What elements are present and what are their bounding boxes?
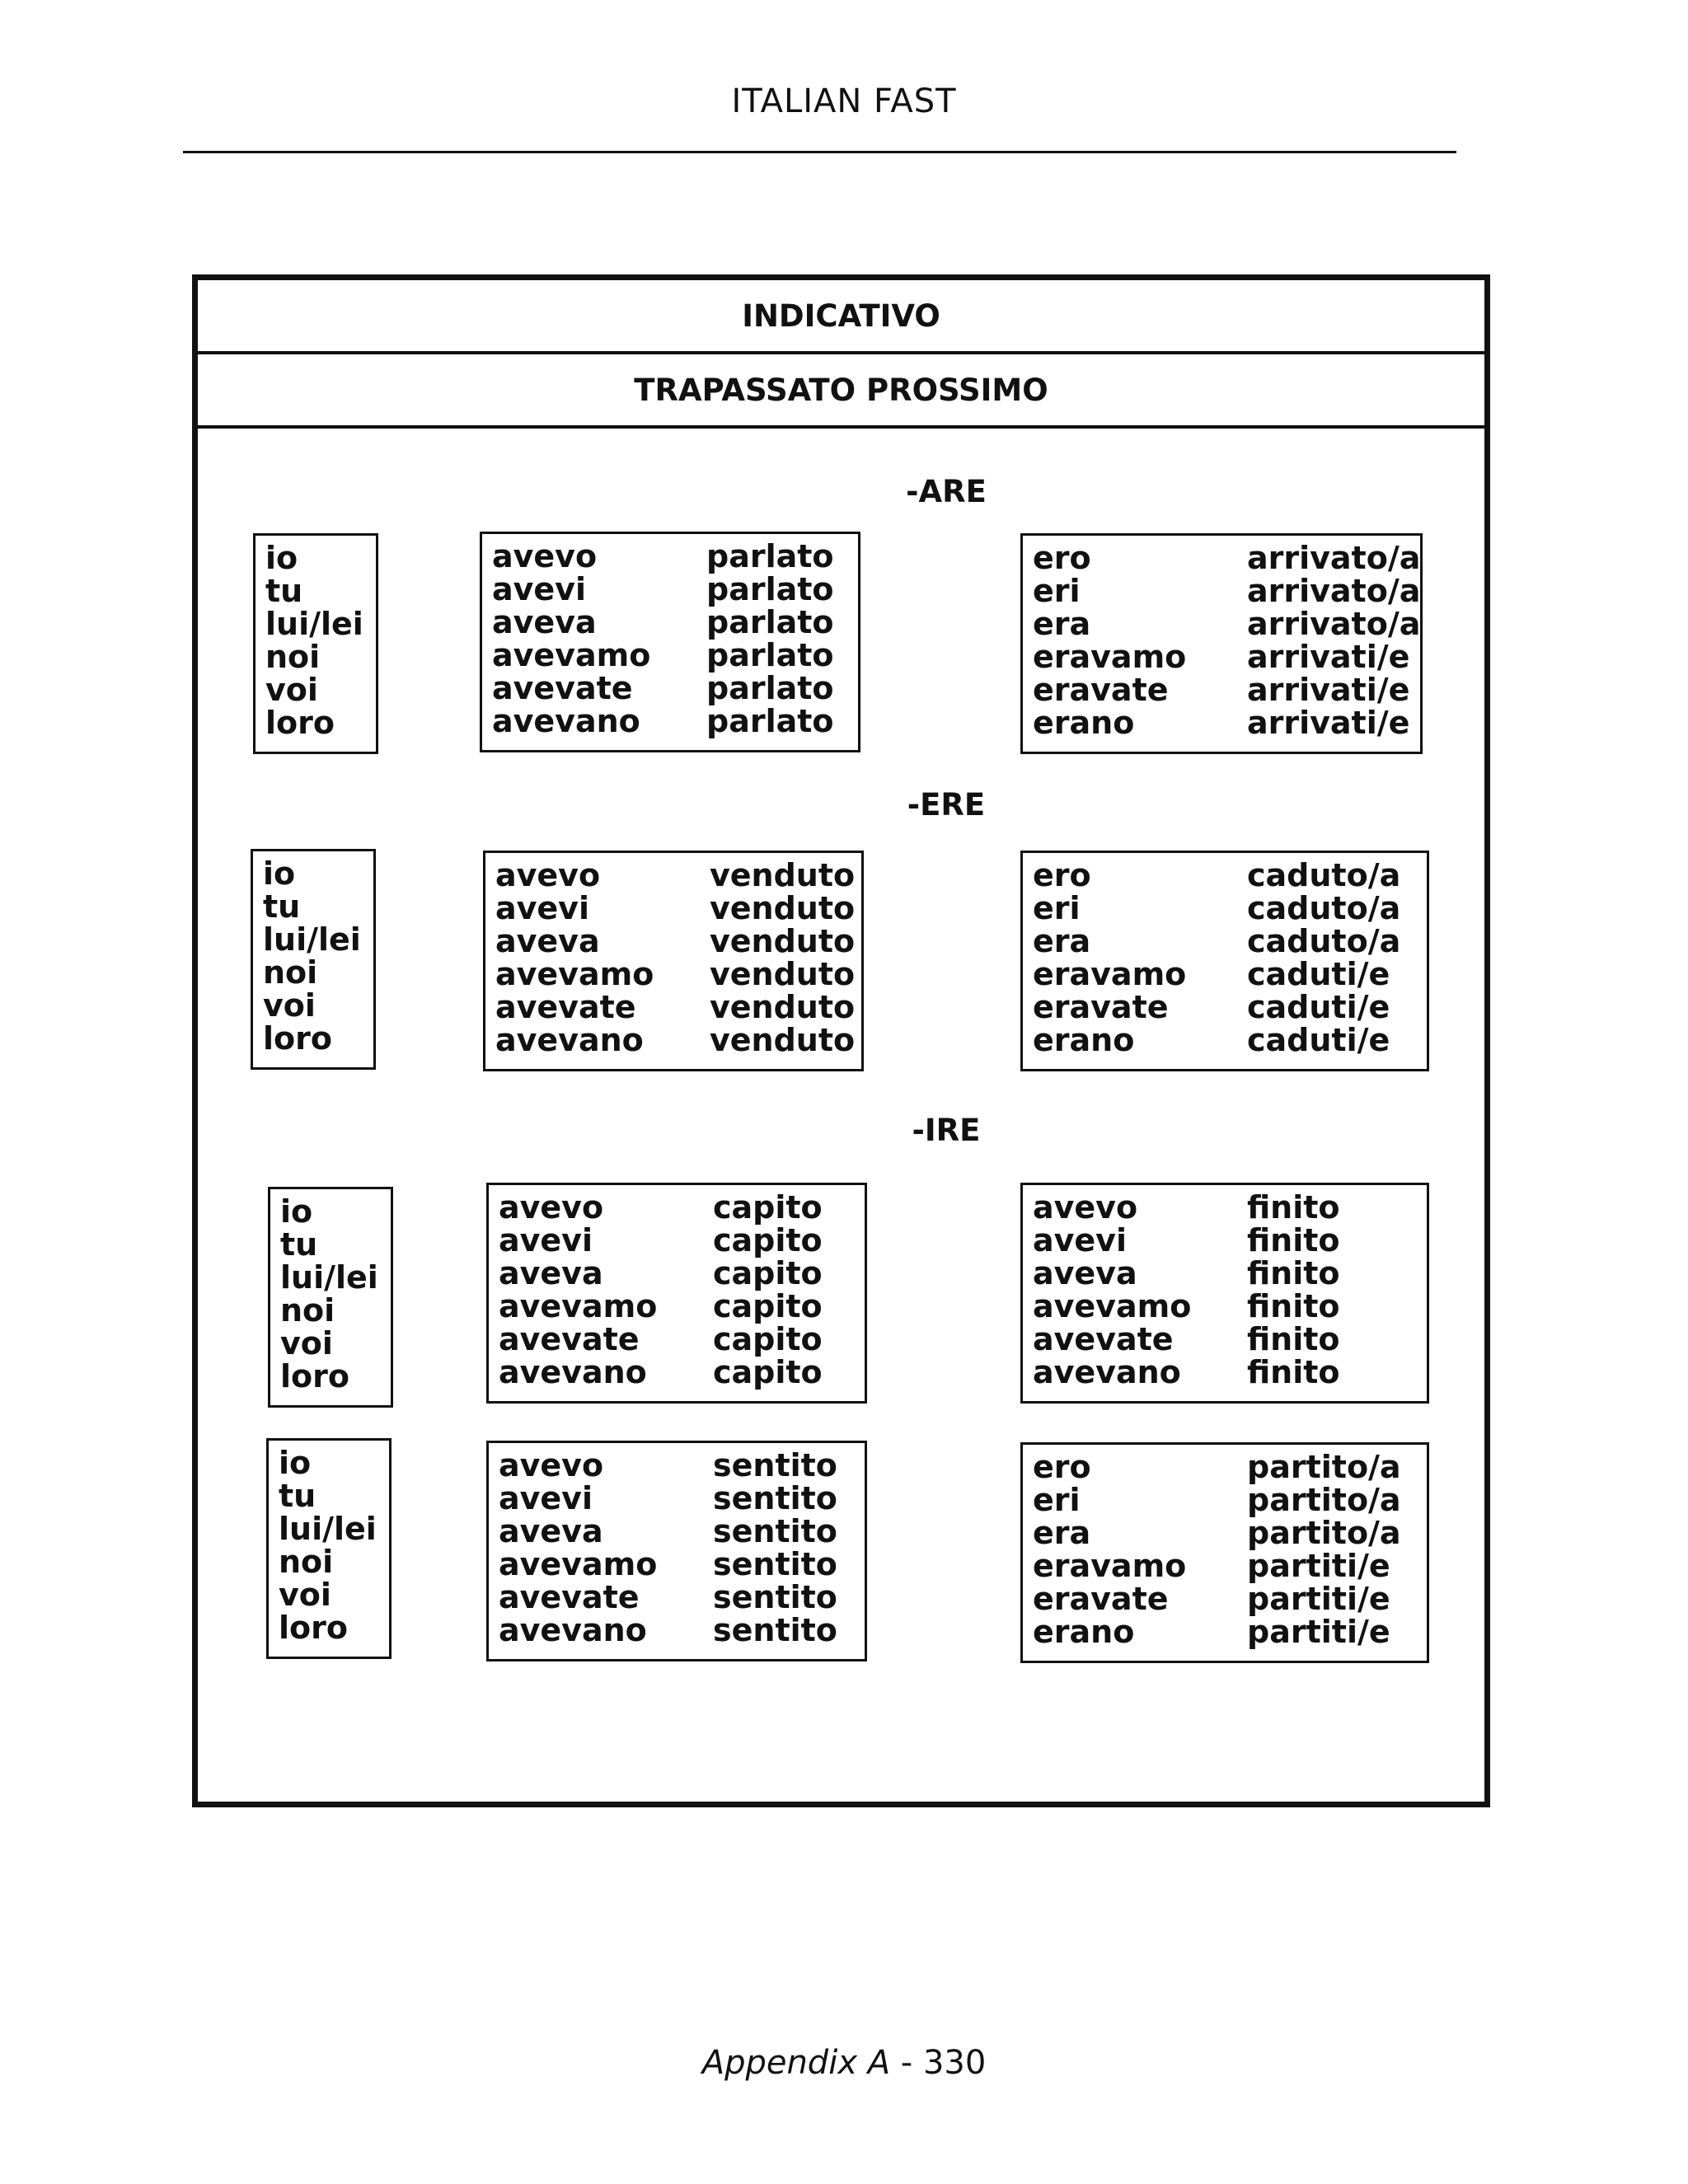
pronoun-line: lui/lei (265, 606, 363, 642)
past-participle: finito (1247, 1222, 1340, 1258)
conjugation-row (495, 956, 856, 992)
essere-conjugation-box (1020, 533, 1423, 754)
auxiliary-form: avevate (499, 1579, 640, 1615)
past-participle: partito/a (1247, 1449, 1401, 1485)
conjugation-row (495, 923, 856, 959)
auxiliary-form: era (1033, 923, 1091, 959)
conjugation-row (1033, 573, 1421, 609)
auxiliary-form: eravamo (1033, 1548, 1187, 1584)
auxiliary-form: eri (1033, 1482, 1081, 1518)
auxiliary-form: avevi (1033, 1222, 1127, 1258)
past-participle: sentito (713, 1546, 837, 1582)
past-participle: arrivato/a (1247, 606, 1421, 642)
pronoun-line: voi (279, 1577, 331, 1613)
auxiliary-form: avevamo (499, 1288, 658, 1324)
pronoun-line: lui/lei (279, 1511, 377, 1547)
auxiliary-form: eravamo (1033, 956, 1187, 992)
past-participle: partiti/e (1247, 1581, 1390, 1617)
conjugation-row (495, 890, 856, 926)
past-participle: finito (1247, 1354, 1340, 1390)
past-participle: arrivato/a (1247, 573, 1421, 609)
conjugation-row (1033, 1224, 1417, 1257)
past-participle: caduto/a (1247, 923, 1401, 959)
auxiliary-form: avevo (1033, 1189, 1138, 1226)
pronoun-line: io (279, 1445, 312, 1481)
auxiliary-form: avevo (492, 538, 598, 574)
pronoun-line: io (265, 540, 298, 576)
conjugation-row (499, 1290, 855, 1323)
conjugation-row (492, 573, 848, 606)
past-participle: sentito (713, 1447, 837, 1483)
auxiliary-form: eri (1033, 573, 1081, 609)
past-participle: venduto (710, 989, 856, 1025)
conjugation-row (1033, 958, 1417, 991)
past-participle: sentito (713, 1513, 837, 1549)
conjugation-row (492, 672, 848, 705)
conjugation-row (1033, 1356, 1417, 1389)
past-participle: caduti/e (1247, 1022, 1390, 1058)
pronoun-line: noi (279, 1544, 334, 1580)
conjugation-row (492, 705, 848, 738)
past-participle: partiti/e (1247, 1614, 1390, 1650)
auxiliary-form: avevano (499, 1354, 647, 1390)
past-participle: arrivati/e (1247, 639, 1410, 675)
past-participle: caduto/a (1247, 890, 1401, 926)
conjugation-row (1033, 1290, 1417, 1323)
past-participle: caduti/e (1247, 989, 1390, 1025)
pronoun-line: lui/lei (280, 1259, 378, 1296)
auxiliary-form: era (1033, 1515, 1091, 1551)
auxiliary-form: avevano (495, 1022, 644, 1058)
mood-heading: INDICATIVO (198, 280, 1484, 354)
conjugation-row (1033, 1024, 1417, 1057)
past-participle: finito (1247, 1189, 1340, 1226)
conjugation-row (1033, 706, 1410, 739)
conjugation-row (499, 1356, 855, 1389)
auxiliary-form: aveva (1033, 1255, 1137, 1291)
past-participle: caduto/a (1247, 857, 1401, 893)
pronoun-box (251, 849, 376, 1070)
conjugation-row (1033, 1451, 1417, 1483)
pronoun-line: loro (279, 1610, 348, 1646)
avere-conjugation-box (480, 532, 860, 752)
auxiliary-form: avevo (495, 857, 601, 893)
past-participle: parlato (706, 571, 834, 607)
auxiliary-form: aveva (499, 1513, 603, 1549)
running-header: ITALIAN FAST (731, 82, 957, 120)
pronoun-box (253, 533, 378, 754)
conjugation-row (1033, 925, 1417, 958)
auxiliary-form: aveva (499, 1255, 603, 1291)
avere-conjugation-box (486, 1441, 867, 1661)
past-participle: venduto (710, 890, 856, 926)
conjugation-row (1033, 540, 1421, 576)
conjugation-row (492, 606, 848, 639)
section-label-are: -ARE (906, 474, 987, 509)
past-participle: parlato (706, 604, 834, 640)
pronoun-line: tu (279, 1478, 316, 1514)
conjugation-row (495, 1022, 856, 1058)
conjugation-row (499, 1191, 855, 1224)
pronoun-line: noi (265, 639, 321, 675)
conjugation-row (1033, 606, 1421, 642)
conjugation-row (499, 1548, 855, 1581)
conjugation-row (1033, 1323, 1417, 1356)
conjugation-row (1033, 1191, 1417, 1224)
section-label-ere: -ERE (907, 787, 986, 823)
pronoun-box (266, 1438, 392, 1659)
past-participle: capito (713, 1255, 823, 1291)
auxiliary-form: ero (1033, 1449, 1091, 1485)
pronoun-line: io (263, 855, 296, 892)
past-participle: arrivato/a (1247, 540, 1421, 576)
auxiliary-form: avevamo (495, 956, 654, 992)
essere-conjugation-box (1020, 1442, 1429, 1663)
conjugation-row (1033, 1516, 1417, 1549)
auxiliary-form: avevamo (1033, 1288, 1192, 1324)
auxiliary-form: eravate (1033, 989, 1169, 1025)
conjugation-row (1033, 640, 1410, 673)
auxiliary-form: eravate (1033, 672, 1169, 708)
auxiliary-form: avevo (499, 1447, 604, 1483)
past-participle: finito (1247, 1321, 1340, 1357)
conjugation-row (499, 1224, 855, 1257)
past-participle: sentito (713, 1612, 837, 1648)
page-footer (0, 2044, 1688, 2082)
pronoun-line: loro (265, 705, 335, 741)
past-participle: finito (1247, 1288, 1340, 1324)
past-participle: capito (713, 1189, 823, 1226)
auxiliary-form: eravamo (1033, 639, 1187, 675)
conjugation-row (499, 1581, 855, 1614)
pronoun-line: tu (265, 573, 303, 609)
auxiliary-form: aveva (495, 923, 600, 959)
auxiliary-form: avevano (499, 1612, 647, 1648)
auxiliary-form: avevano (492, 703, 640, 739)
pronoun-line: io (280, 1193, 313, 1230)
auxiliary-form: avevate (492, 670, 633, 706)
pronoun-line: noi (280, 1292, 335, 1329)
past-participle: venduto (710, 956, 856, 992)
past-participle: capito (713, 1321, 823, 1357)
auxiliary-form: ero (1033, 540, 1091, 576)
auxiliary-form: avevate (1033, 1321, 1174, 1357)
conjugation-row (1033, 859, 1417, 892)
avere-conjugation-box (486, 1183, 867, 1404)
conjugation-row (1033, 892, 1417, 925)
footer-separator: - (890, 2044, 923, 2082)
auxiliary-form: avevamo (492, 637, 651, 673)
past-participle: partiti/e (1247, 1548, 1390, 1584)
auxiliary-form: ero (1033, 857, 1091, 893)
past-participle: capito (713, 1288, 823, 1324)
auxiliary-form: avevamo (499, 1546, 658, 1582)
auxiliary-form: avevi (499, 1480, 593, 1516)
auxiliary-form: aveva (492, 604, 597, 640)
past-participle: parlato (706, 637, 834, 673)
pronoun-line: tu (280, 1226, 318, 1263)
conjugation-row (1033, 1549, 1417, 1582)
header-rule (183, 151, 1456, 153)
pronoun-box (268, 1187, 393, 1408)
pronoun-line: voi (280, 1325, 333, 1361)
conjugation-row (1033, 673, 1410, 706)
tense-heading: TRAPASSATO PROSSIMO (198, 354, 1484, 429)
auxiliary-form: avevo (499, 1189, 604, 1226)
past-participle: venduto (710, 857, 856, 893)
auxiliary-form: avevano (1033, 1354, 1181, 1390)
conjugation-row (499, 1449, 855, 1482)
conjugation-row (499, 1482, 855, 1515)
past-participle: partito/a (1247, 1482, 1401, 1518)
auxiliary-form: erano (1033, 705, 1135, 741)
auxiliary-form: erano (1033, 1614, 1135, 1650)
past-participle: caduti/e (1247, 956, 1390, 992)
pronoun-line: voi (265, 672, 318, 708)
section-label-ire: -IRE (912, 1113, 981, 1148)
conjugation-row (499, 1614, 855, 1647)
past-participle: capito (713, 1354, 823, 1390)
conjugation-row (492, 639, 848, 672)
past-participle: capito (713, 1222, 823, 1258)
auxiliary-form: erano (1033, 1022, 1135, 1058)
conjugation-row (1033, 1582, 1417, 1615)
page-number: 330 (922, 2044, 987, 2082)
past-participle: sentito (713, 1579, 837, 1615)
past-participle: arrivati/e (1247, 705, 1410, 741)
avere-conjugation-box (1020, 1183, 1429, 1404)
conjugation-row (492, 540, 848, 573)
conjugation-row (499, 1257, 855, 1290)
auxiliary-form: avevi (499, 1222, 593, 1258)
avere-conjugation-box (483, 851, 864, 1071)
auxiliary-form: era (1033, 606, 1091, 642)
past-participle: venduto (710, 923, 856, 959)
auxiliary-form: eri (1033, 890, 1081, 926)
auxiliary-form: avevi (495, 890, 589, 926)
essere-conjugation-box (1020, 851, 1429, 1071)
conjugation-row (1033, 991, 1417, 1024)
past-participle: finito (1247, 1255, 1340, 1291)
past-participle: arrivati/e (1247, 672, 1410, 708)
past-participle: parlato (706, 703, 834, 739)
conjugation-row (1033, 1483, 1417, 1516)
pronoun-line: loro (280, 1358, 349, 1394)
conjugation-table (192, 274, 1490, 1807)
conjugation-row (1033, 1257, 1417, 1290)
conjugation-row (1033, 1615, 1417, 1648)
past-participle: venduto (710, 1022, 856, 1058)
conjugation-row (495, 857, 856, 893)
past-participle: partito/a (1247, 1515, 1401, 1551)
auxiliary-form: avevate (499, 1321, 640, 1357)
past-participle: parlato (706, 670, 834, 706)
pronoun-line: lui/lei (263, 921, 361, 958)
conjugation-row (495, 989, 856, 1025)
pronoun-line: voi (263, 987, 316, 1024)
appendix-label: Appendix A (701, 2044, 891, 2082)
auxiliary-form: avevate (495, 989, 636, 1025)
pronoun-line: loro (263, 1020, 332, 1057)
auxiliary-form: avevi (492, 571, 586, 607)
past-participle: sentito (713, 1480, 837, 1516)
past-participle: parlato (706, 538, 834, 574)
conjugation-row (499, 1515, 855, 1548)
conjugation-row (499, 1323, 855, 1356)
pronoun-line: tu (263, 888, 301, 925)
auxiliary-form: eravate (1033, 1581, 1169, 1617)
pronoun-line: noi (263, 954, 318, 991)
